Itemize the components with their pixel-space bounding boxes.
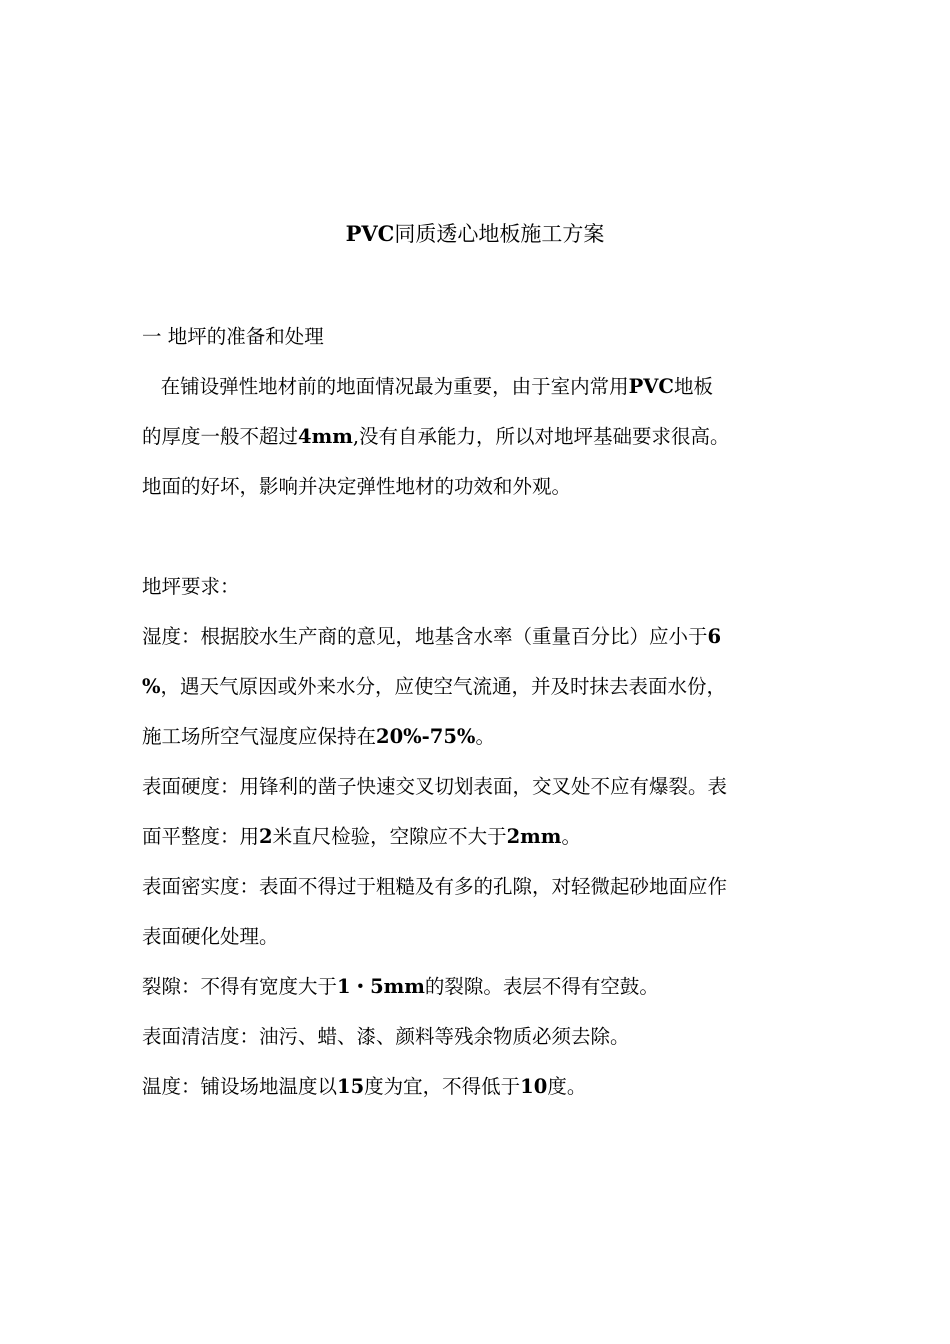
- title-latin: PVC: [345, 221, 395, 246]
- density-line-2: 表面硬化处理。: [142, 925, 279, 948]
- hardness-line-2: 面平整度：用2米直尺检验，空隙应不大于2mm。: [142, 825, 581, 848]
- intro-line-2: 的厚度一般不超过4mm,没有自承能力，所以对地坪基础要求很高。: [142, 425, 730, 448]
- temperature-line: 温度：铺设场地温度以15度为宜，不得低于10度。: [142, 1075, 587, 1098]
- humidity-line-2: %，遇天气原因或外来水分，应使空气流通，并及时抹去表面水份，: [142, 675, 727, 698]
- hardness-line-1: 表面硬度：用锋利的凿子快速交叉切划表面，交叉处不应有爆裂。表: [142, 775, 728, 798]
- intro-line-3: 地面的好坏，影响并决定弹性地材的功效和外观。: [142, 475, 572, 498]
- cracks-line: 裂隙：不得有宽度大于1・5mm的裂隙。表层不得有空鼓。: [142, 975, 659, 998]
- humidity-line-1: 湿度：根据胶水生产商的意见，地基含水率（重量百分比）应小于6: [142, 625, 722, 648]
- section-heading: 一 地坪的准备和处理: [142, 325, 324, 348]
- document-body: [142, 312, 818, 1112]
- intro-line-1: 在铺设弹性地材前的地面情况最为重要，由于室内常用PVC地板: [142, 375, 713, 398]
- document-title: [0, 219, 950, 249]
- cleanliness-line: 表面清洁度：油污、蜡、漆、颜料等残余物质必须去除。: [142, 1025, 630, 1048]
- requirements-heading: 地坪要求：: [142, 575, 240, 598]
- title-cn: 同质透心地板施工方案: [394, 222, 605, 246]
- humidity-line-3: 施工场所空气湿度应保持在20%-75%。: [142, 725, 495, 748]
- blank-spacer: [142, 512, 818, 562]
- density-line-1: 表面密实度：表面不得过于粗糙及有多的孔隙，对轻微起砂地面应作: [142, 875, 728, 898]
